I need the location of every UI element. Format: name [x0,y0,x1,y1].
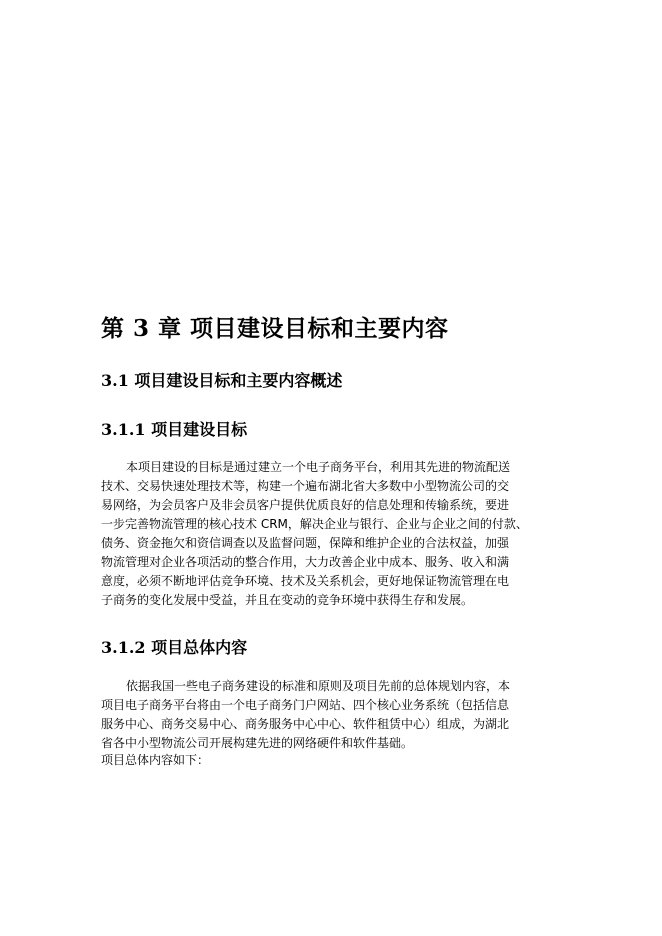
paragraph-line: 易网络，为会员客户及非会员客户提供优质良好的信息处理和传输系统，要进 [101,498,510,512]
section-title-3-1: 3.1 项目建设目标和主要内容概述 [101,371,343,390]
paragraph-line: 服务中心、商务交易中心、商务服务中心中心、软件租赁中心）组成，为湖北 [101,717,510,731]
paragraph-line: 物流管理对企业各项活动的整合作用，大力改善企业中成本、服务、收入和满 [101,555,510,569]
subsection-title-3-1-2: 3.1.2 项目总体内容 [101,638,248,657]
paragraph-line: 本项目建设的目标是通过建立一个电子商务平台，利用其先进的物流配送 [126,460,511,474]
paragraph-line: 依据我国一些电子商务建设的标准和原则及项目先前的总体规划内容，本 [126,679,511,693]
paragraph-line: 子商务的变化发展中受益，并且在变动的竞争环境中获得生存和发展。 [101,593,474,607]
paragraph-line: 一步完善物流管理的核心技术 CRM，解决企业与银行、企业与企业之间的付款、 [101,517,528,531]
paragraph-line: 债务、资金拖欠和资信调查以及监督问题，保障和维护企业的合法权益，加强 [101,536,510,550]
chapter-title: 第 3 章 项目建设目标和主要内容 [101,315,449,342]
subsection-title-3-1-1: 3.1.1 项目建设目标 [101,420,248,439]
paragraph-line: 项目电子商务平台将由一个电子商务门户网站、四个核心业务系统（包括信息 [101,698,510,712]
paragraph-line: 省各中小型物流公司开展构建先进的网络硬件和软件基础。 [101,736,414,750]
paragraph-line: 项目总体内容如下： [101,753,210,767]
paragraph-line: 技术、交易快速处理技术等，构建一个遍布湖北省大多数中小型物流公司的交 [101,479,510,493]
paragraph-line: 意度，必须不断地评估竞争环境、技术及关系机会，更好地保证物流管理在电 [101,574,510,588]
